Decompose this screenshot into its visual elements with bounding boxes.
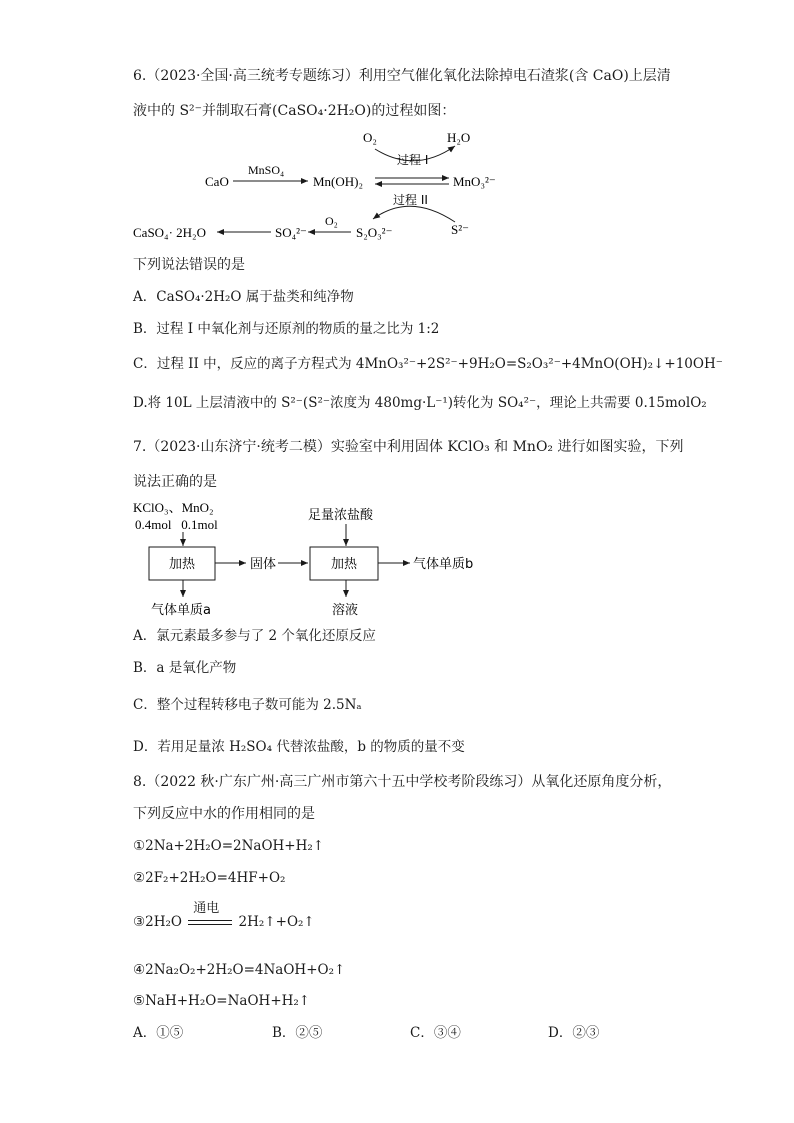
q6-s2: S²⁻ [451,222,469,237]
q8-equals-line-top [188,920,232,921]
q8-reaction-3-condition: 通电 [193,900,220,916]
q6-stem-line1: 6.（2023·全国·高三统考专题练习）利用空气催化氧化法除掉电石渣浆(含 CaO)上层清 [133,68,671,84]
q8-reaction-2: ②2F₂+2H₂O=4HF+O₂ [133,870,286,886]
q7-stem-line2: 说法正确的是 [133,474,217,490]
q8-option-d[interactable]: D．②③ [548,1025,600,1041]
q8-reaction-1: ①2Na+2H₂O=2NaOH+H₂↑ [133,838,325,854]
q7-box2-label: 加热 [331,557,358,572]
q7-solid: 固体 [250,557,277,572]
q8-reaction-3 [133,900,315,932]
q6-so4: SO₄²⁻ [275,225,307,240]
q8-option-b[interactable]: B．②⑤ [272,1025,323,1041]
q6-mno3: MnO₃²⁻ [453,174,496,189]
q8-reaction-5: ⑤NaH+H₂O=NaOH+H₂↑ [133,993,311,1009]
q6-reaction-diagram [125,124,545,249]
q6-question: 下列说法错误的是 [133,257,245,273]
q7-option-c[interactable]: C．整个过程转移电子数可能为 2.5Nₐ [133,697,362,713]
q7-experiment-diagram [128,494,508,620]
q7-box1-label: 加热 [169,557,196,572]
q7-option-d[interactable]: D．若用足量浓 H₂SO₄ 代替浓盐酸，b 的物质的量不变 [133,739,465,755]
q6-h2o: H₂O [447,130,471,145]
q6-option-a[interactable]: A．CaSO₄·2H₂O 属于盐类和纯净物 [133,289,354,305]
q8-stem-line2: 下列反应中水的作用相同的是 [133,806,315,822]
q8-stem-line1: 8.（2022 秋·广东广州·高三广州市第六十五中学校考阶段练习）从氧化还原角度分析， [133,774,672,790]
q8-option-c[interactable]: C．③④ [410,1025,461,1041]
q6-mnso4: MnSO₄ [248,163,285,177]
q7-option-a[interactable]: A．氯元素最多参与了 2 个氧化还原反应 [133,628,376,644]
q7-hcl: 足量浓盐酸 [308,508,374,523]
q7-gas-b: 气体单质b [413,557,474,572]
q8-reaction-3-reactant: ③2H₂O [133,914,182,930]
q6-caso4: CaSO₄· 2H₂O [133,225,206,240]
q6-option-c[interactable]: C．过程 II 中，反应的离子方程式为 4MnO₃²⁻+2S²⁻+9H₂O=S₂O₃²⁻+4MnO(OH)₂↓+10OH⁻ [133,356,723,372]
q6-process2-label: 过程 II [393,193,428,207]
q6-o2-mid: O₂ [325,214,338,228]
q8-reaction-3-condition-arrow [188,900,232,929]
q8-reaction-3-products: 2H₂↑+O₂↑ [238,914,315,930]
q6-stem-line2: 液中的 S²⁻并制取石膏(CaSO₄·2H₂O)的过程如图： [133,103,456,119]
q6-cao: CaO [205,174,229,189]
q6-option-d[interactable]: D.将 10L 上层清液中的 S²⁻(S²⁻浓度为 480mg·L⁻¹)转化为 SO₄²⁻，理论上共需要 0.15molO₂ [133,395,707,411]
q7-amounts: 0.4mol 0.1mol [135,517,218,532]
q6-process2-arc [373,206,455,222]
q7-stem-line1: 7.（2023·山东济宁·统考二模）实验室中利用固体 KClO₃ 和 MnO₂ 进行如图实验，下列 [133,439,684,455]
q7-gas-a: 气体单质a [151,603,211,618]
q7-reagents: KClO₃、MnO₂ [133,500,214,515]
q8-reaction-4: ④2Na₂O₂+2H₂O=4NaOH+O₂↑ [133,962,346,978]
q6-o2-top: O₂ [363,130,377,145]
q6-option-b[interactable]: B．过程 I 中氧化剂与还原剂的物质的量之比为 1:2 [133,321,440,337]
q7-solution: 溶液 [332,603,359,618]
q6-process1-label: 过程 I [397,153,429,167]
q8-equals-line-bottom [188,924,232,925]
q6-mnoh2: Mn(OH)₂ [313,174,364,189]
q7-option-b[interactable]: B．a 是氧化产物 [133,660,237,676]
q8-option-a[interactable]: A．①⑤ [133,1025,184,1041]
q6-s2o3: S₂O₃²⁻ [356,225,393,240]
